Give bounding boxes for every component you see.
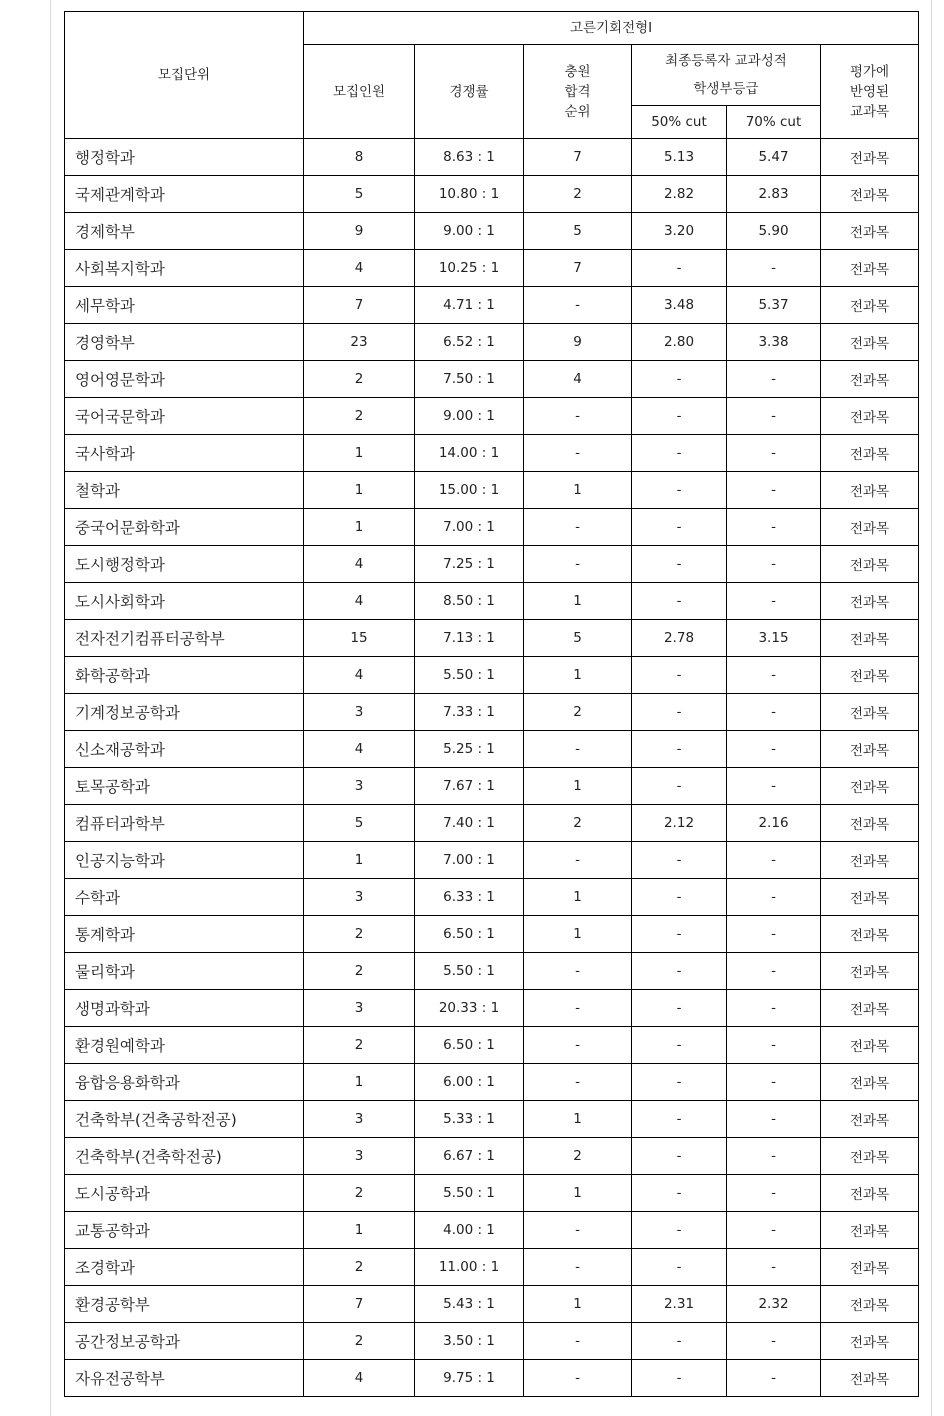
cell-ratio: 14.00 : 1 <box>415 435 524 472</box>
cell-subjects: 전과목 <box>821 768 919 805</box>
cell-rank: 1 <box>524 768 632 805</box>
cell-rank: - <box>524 1360 632 1397</box>
cell-count: 2 <box>304 1175 415 1212</box>
table-row <box>65 1175 919 1212</box>
cell-cut50: 3.20 <box>632 213 727 250</box>
cell-count: 15 <box>304 620 415 657</box>
cell-cut50: - <box>632 1323 727 1360</box>
cell-unit: 공간정보공학과 <box>65 1323 304 1360</box>
cell-count: 2 <box>304 361 415 398</box>
cell-rank: - <box>524 1064 632 1101</box>
cell-rank: 2 <box>524 1138 632 1175</box>
cell-cut70: - <box>727 472 821 509</box>
cell-cut50: - <box>632 435 727 472</box>
table-row <box>65 139 919 176</box>
table-header <box>65 12 919 139</box>
cell-rank: 4 <box>524 361 632 398</box>
cell-count: 1 <box>304 472 415 509</box>
cell-ratio: 8.50 : 1 <box>415 583 524 620</box>
header-cut70: 70% cut <box>727 106 821 139</box>
cell-subjects: 전과목 <box>821 176 919 213</box>
cell-rank: 1 <box>524 879 632 916</box>
cell-rank: - <box>524 1027 632 1064</box>
cell-subjects: 전과목 <box>821 990 919 1027</box>
table-row <box>65 250 919 287</box>
cell-cut50: - <box>632 1360 727 1397</box>
cell-cut50: 2.12 <box>632 805 727 842</box>
cell-count: 7 <box>304 287 415 324</box>
cell-cut50: - <box>632 546 727 583</box>
cell-subjects: 전과목 <box>821 287 919 324</box>
cell-count: 1 <box>304 1212 415 1249</box>
cell-rank: - <box>524 398 632 435</box>
table-row <box>65 1101 919 1138</box>
cell-cut50: 2.80 <box>632 324 727 361</box>
table-row <box>65 546 919 583</box>
cell-unit: 조경학과 <box>65 1249 304 1286</box>
cell-cut70: - <box>727 1064 821 1101</box>
header-grade-line2: 학생부등급 <box>693 81 759 97</box>
cell-cut70: - <box>727 546 821 583</box>
table-row <box>65 213 919 250</box>
header-subjects <box>821 45 919 139</box>
cell-unit: 교통공학과 <box>65 1212 304 1249</box>
cell-cut70: - <box>727 1360 821 1397</box>
table-row <box>65 620 919 657</box>
table-row <box>65 398 919 435</box>
cell-cut70: - <box>727 250 821 287</box>
table-row <box>65 657 919 694</box>
cell-subjects: 전과목 <box>821 546 919 583</box>
table-row <box>65 583 919 620</box>
cell-cut70: - <box>727 1212 821 1249</box>
cell-subjects: 전과목 <box>821 472 919 509</box>
cell-unit: 국사학과 <box>65 435 304 472</box>
cell-unit: 건축학부(건축공학전공) <box>65 1101 304 1138</box>
cell-cut70: - <box>727 768 821 805</box>
cell-ratio: 7.40 : 1 <box>415 805 524 842</box>
cell-ratio: 10.25 : 1 <box>415 250 524 287</box>
cell-unit: 신소재공학과 <box>65 731 304 768</box>
cell-cut50: - <box>632 1175 727 1212</box>
cell-ratio: 10.80 : 1 <box>415 176 524 213</box>
cell-count: 8 <box>304 139 415 176</box>
cell-count: 7 <box>304 1286 415 1323</box>
cell-cut50: - <box>632 842 727 879</box>
table-row <box>65 916 919 953</box>
cell-cut70: - <box>727 842 821 879</box>
cell-subjects: 전과목 <box>821 1249 919 1286</box>
cell-unit: 영어영문학과 <box>65 361 304 398</box>
cell-rank: 2 <box>524 176 632 213</box>
cell-ratio: 20.33 : 1 <box>415 990 524 1027</box>
cell-rank: 1 <box>524 1286 632 1323</box>
cell-cut50: - <box>632 953 727 990</box>
cell-ratio: 9.75 : 1 <box>415 1360 524 1397</box>
cell-cut70: - <box>727 953 821 990</box>
cell-cut50: - <box>632 250 727 287</box>
cell-count: 1 <box>304 842 415 879</box>
admission-results-table <box>64 11 919 1397</box>
cell-cut50: - <box>632 509 727 546</box>
cell-rank: - <box>524 435 632 472</box>
cell-rank: 5 <box>524 620 632 657</box>
cell-subjects: 전과목 <box>821 805 919 842</box>
cell-ratio: 7.00 : 1 <box>415 509 524 546</box>
cell-cut50: - <box>632 583 727 620</box>
cell-rank: 7 <box>524 139 632 176</box>
header-rank <box>524 45 632 139</box>
cell-cut50: - <box>632 1138 727 1175</box>
cell-cut70: - <box>727 509 821 546</box>
cell-count: 3 <box>304 768 415 805</box>
cell-rank: 1 <box>524 657 632 694</box>
cell-cut50: - <box>632 879 727 916</box>
cell-subjects: 전과목 <box>821 1175 919 1212</box>
cell-cut70: - <box>727 990 821 1027</box>
cell-unit: 경영학부 <box>65 324 304 361</box>
header-rank-line3: 순위 <box>564 103 591 120</box>
cell-count: 4 <box>304 1360 415 1397</box>
cell-subjects: 전과목 <box>821 1027 919 1064</box>
table-row <box>65 176 919 213</box>
cell-subjects: 전과목 <box>821 879 919 916</box>
cell-rank: - <box>524 546 632 583</box>
cell-unit: 화학공학과 <box>65 657 304 694</box>
cell-cut70: 5.37 <box>727 287 821 324</box>
cell-rank: 7 <box>524 250 632 287</box>
cell-unit: 철학과 <box>65 472 304 509</box>
cell-cut70: - <box>727 1027 821 1064</box>
cell-subjects: 전과목 <box>821 620 919 657</box>
header-grade <box>632 45 821 106</box>
cell-count: 1 <box>304 435 415 472</box>
cell-rank: 5 <box>524 213 632 250</box>
table-row <box>65 879 919 916</box>
cell-cut70: - <box>727 1101 821 1138</box>
table-row <box>65 1249 919 1286</box>
table-row <box>65 694 919 731</box>
cell-subjects: 전과목 <box>821 509 919 546</box>
cell-subjects: 전과목 <box>821 657 919 694</box>
cell-rank: - <box>524 990 632 1027</box>
cell-rank: 9 <box>524 324 632 361</box>
cell-ratio: 4.71 : 1 <box>415 287 524 324</box>
cell-cut70: - <box>727 694 821 731</box>
cell-cut50: - <box>632 990 727 1027</box>
table-row <box>65 1323 919 1360</box>
cell-cut70: 2.32 <box>727 1286 821 1323</box>
cell-subjects: 전과목 <box>821 731 919 768</box>
cell-count: 4 <box>304 546 415 583</box>
cell-ratio: 5.50 : 1 <box>415 1175 524 1212</box>
cell-count: 9 <box>304 213 415 250</box>
cell-count: 1 <box>304 1064 415 1101</box>
cell-rank: - <box>524 842 632 879</box>
cell-cut50: 2.82 <box>632 176 727 213</box>
cell-cut50: - <box>632 472 727 509</box>
cell-unit: 수학과 <box>65 879 304 916</box>
cell-rank: - <box>524 1323 632 1360</box>
cell-ratio: 5.43 : 1 <box>415 1286 524 1323</box>
cell-ratio: 6.00 : 1 <box>415 1064 524 1101</box>
cell-subjects: 전과목 <box>821 324 919 361</box>
table-body <box>65 139 919 1397</box>
cell-rank: 2 <box>524 805 632 842</box>
cell-ratio: 6.50 : 1 <box>415 1027 524 1064</box>
cell-ratio: 9.00 : 1 <box>415 213 524 250</box>
cell-unit: 국어국문학과 <box>65 398 304 435</box>
cell-cut50: - <box>632 361 727 398</box>
cell-cut70: - <box>727 731 821 768</box>
cell-unit: 도시공학과 <box>65 1175 304 1212</box>
cell-subjects: 전과목 <box>821 213 919 250</box>
cell-rank: - <box>524 1212 632 1249</box>
table-row <box>65 1064 919 1101</box>
cell-cut70: 5.90 <box>727 213 821 250</box>
cell-ratio: 7.00 : 1 <box>415 842 524 879</box>
cell-cut70: - <box>727 916 821 953</box>
cell-unit: 컴퓨터과학부 <box>65 805 304 842</box>
cell-unit: 물리학과 <box>65 953 304 990</box>
cell-count: 3 <box>304 694 415 731</box>
header-group: 고른기회전형Ⅰ <box>304 12 919 45</box>
cell-subjects: 전과목 <box>821 361 919 398</box>
cell-subjects: 전과목 <box>821 1138 919 1175</box>
cell-unit: 도시행정학과 <box>65 546 304 583</box>
table-row <box>65 435 919 472</box>
cell-unit: 국제관계학과 <box>65 176 304 213</box>
cell-subjects: 전과목 <box>821 139 919 176</box>
header-cut50: 50% cut <box>632 106 727 139</box>
cell-count: 3 <box>304 879 415 916</box>
cell-cut70: - <box>727 657 821 694</box>
cell-subjects: 전과목 <box>821 694 919 731</box>
cell-rank: - <box>524 1249 632 1286</box>
cell-rank: 2 <box>524 694 632 731</box>
cell-cut50: 2.31 <box>632 1286 727 1323</box>
cell-cut50: 5.13 <box>632 139 727 176</box>
cell-unit: 자유전공학부 <box>65 1360 304 1397</box>
cell-unit: 건축학부(건축학전공) <box>65 1138 304 1175</box>
cell-ratio: 9.00 : 1 <box>415 398 524 435</box>
cell-subjects: 전과목 <box>821 916 919 953</box>
cell-subjects: 전과목 <box>821 953 919 990</box>
cell-subjects: 전과목 <box>821 583 919 620</box>
cell-rank: 1 <box>524 1175 632 1212</box>
cell-rank: - <box>524 287 632 324</box>
header-unit: 모집단위 <box>65 12 304 139</box>
cell-cut70: - <box>727 1249 821 1286</box>
cell-count: 1 <box>304 509 415 546</box>
table-row <box>65 805 919 842</box>
cell-count: 4 <box>304 657 415 694</box>
cell-ratio: 5.25 : 1 <box>415 731 524 768</box>
cell-unit: 생명과학과 <box>65 990 304 1027</box>
cell-cut50: - <box>632 768 727 805</box>
cell-cut70: 2.83 <box>727 176 821 213</box>
table-row <box>65 768 919 805</box>
cell-unit: 중국어문화학과 <box>65 509 304 546</box>
table-row <box>65 287 919 324</box>
cell-rank: 1 <box>524 472 632 509</box>
cell-ratio: 5.50 : 1 <box>415 657 524 694</box>
table-row <box>65 324 919 361</box>
table-row <box>65 1138 919 1175</box>
cell-subjects: 전과목 <box>821 1101 919 1138</box>
table-row <box>65 1027 919 1064</box>
cell-ratio: 3.50 : 1 <box>415 1323 524 1360</box>
cell-cut70: - <box>727 435 821 472</box>
cell-cut50: - <box>632 731 727 768</box>
table-row <box>65 731 919 768</box>
cell-count: 23 <box>304 324 415 361</box>
cell-subjects: 전과목 <box>821 1323 919 1360</box>
cell-cut50: - <box>632 1101 727 1138</box>
cell-cut50: 3.48 <box>632 287 727 324</box>
cell-cut50: - <box>632 1027 727 1064</box>
cell-count: 4 <box>304 583 415 620</box>
header-rank-line1: 충원 <box>564 63 591 80</box>
cell-ratio: 5.50 : 1 <box>415 953 524 990</box>
header-count: 모집인원 <box>304 45 415 139</box>
cell-cut50: - <box>632 1064 727 1101</box>
cell-cut70: 5.47 <box>727 139 821 176</box>
table-row <box>65 990 919 1027</box>
cell-rank: 1 <box>524 916 632 953</box>
cell-cut70: 3.38 <box>727 324 821 361</box>
cell-ratio: 7.13 : 1 <box>415 620 524 657</box>
cell-unit: 전자전기컴퓨터공학부 <box>65 620 304 657</box>
cell-subjects: 전과목 <box>821 1212 919 1249</box>
cell-ratio: 8.63 : 1 <box>415 139 524 176</box>
cell-count: 2 <box>304 1323 415 1360</box>
cell-ratio: 6.67 : 1 <box>415 1138 524 1175</box>
header-subjects-line1: 평가에 <box>849 63 890 80</box>
cell-count: 4 <box>304 250 415 287</box>
cell-rank: - <box>524 509 632 546</box>
cell-subjects: 전과목 <box>821 842 919 879</box>
table-row <box>65 509 919 546</box>
cell-unit: 세무학과 <box>65 287 304 324</box>
cell-count: 2 <box>304 398 415 435</box>
table-row <box>65 842 919 879</box>
cell-cut50: 2.78 <box>632 620 727 657</box>
cell-unit: 행정학과 <box>65 139 304 176</box>
cell-rank: 1 <box>524 583 632 620</box>
cell-count: 2 <box>304 953 415 990</box>
cell-subjects: 전과목 <box>821 250 919 287</box>
cell-ratio: 5.33 : 1 <box>415 1101 524 1138</box>
cell-ratio: 6.33 : 1 <box>415 879 524 916</box>
header-rank-line2: 합격 <box>564 83 591 100</box>
cell-cut70: 3.15 <box>727 620 821 657</box>
cell-subjects: 전과목 <box>821 1064 919 1101</box>
table-row <box>65 1212 919 1249</box>
cell-count: 2 <box>304 1027 415 1064</box>
table-row <box>65 1360 919 1397</box>
cell-subjects: 전과목 <box>821 1360 919 1397</box>
cell-rank: - <box>524 953 632 990</box>
header-ratio: 경쟁률 <box>415 45 524 139</box>
cell-count: 5 <box>304 805 415 842</box>
cell-rank: - <box>524 731 632 768</box>
cell-unit: 사회복지학과 <box>65 250 304 287</box>
cell-cut70: - <box>727 1323 821 1360</box>
cell-ratio: 7.33 : 1 <box>415 694 524 731</box>
cell-ratio: 11.00 : 1 <box>415 1249 524 1286</box>
cell-count: 4 <box>304 731 415 768</box>
cell-count: 5 <box>304 176 415 213</box>
table-row <box>65 1286 919 1323</box>
cell-unit: 기계정보공학과 <box>65 694 304 731</box>
cell-cut50: - <box>632 694 727 731</box>
cell-subjects: 전과목 <box>821 435 919 472</box>
cell-cut70: - <box>727 361 821 398</box>
cell-count: 3 <box>304 1101 415 1138</box>
cell-cut50: - <box>632 657 727 694</box>
cell-unit: 인공지능학과 <box>65 842 304 879</box>
table-row <box>65 472 919 509</box>
cell-ratio: 6.50 : 1 <box>415 916 524 953</box>
header-grade-line1: 최종등록자 교과성적 <box>665 53 787 69</box>
table-row <box>65 361 919 398</box>
cell-cut50: - <box>632 916 727 953</box>
cell-count: 2 <box>304 916 415 953</box>
cell-ratio: 6.52 : 1 <box>415 324 524 361</box>
cell-count: 3 <box>304 1138 415 1175</box>
cell-unit: 통계학과 <box>65 916 304 953</box>
header-subjects-line2: 반영된 <box>849 83 890 100</box>
header-subjects-line3: 교과목 <box>849 103 890 120</box>
cell-unit: 경제학부 <box>65 213 304 250</box>
cell-ratio: 7.67 : 1 <box>415 768 524 805</box>
cell-count: 3 <box>304 990 415 1027</box>
cell-unit: 환경공학부 <box>65 1286 304 1323</box>
cell-cut70: - <box>727 1138 821 1175</box>
cell-ratio: 7.50 : 1 <box>415 361 524 398</box>
cell-cut70: - <box>727 879 821 916</box>
table-row <box>65 953 919 990</box>
cell-unit: 토목공학과 <box>65 768 304 805</box>
cell-cut70: - <box>727 398 821 435</box>
cell-cut70: 2.16 <box>727 805 821 842</box>
cell-cut50: - <box>632 398 727 435</box>
cell-ratio: 4.00 : 1 <box>415 1212 524 1249</box>
cell-ratio: 15.00 : 1 <box>415 472 524 509</box>
cell-cut70: - <box>727 583 821 620</box>
cell-subjects: 전과목 <box>821 398 919 435</box>
cell-cut70: - <box>727 1175 821 1212</box>
cell-ratio: 7.25 : 1 <box>415 546 524 583</box>
cell-rank: 1 <box>524 1101 632 1138</box>
cell-cut50: - <box>632 1212 727 1249</box>
cell-unit: 환경원예학과 <box>65 1027 304 1064</box>
cell-cut50: - <box>632 1249 727 1286</box>
cell-unit: 도시사회학과 <box>65 583 304 620</box>
cell-count: 2 <box>304 1249 415 1286</box>
cell-subjects: 전과목 <box>821 1286 919 1323</box>
cell-unit: 융합응용화학과 <box>65 1064 304 1101</box>
